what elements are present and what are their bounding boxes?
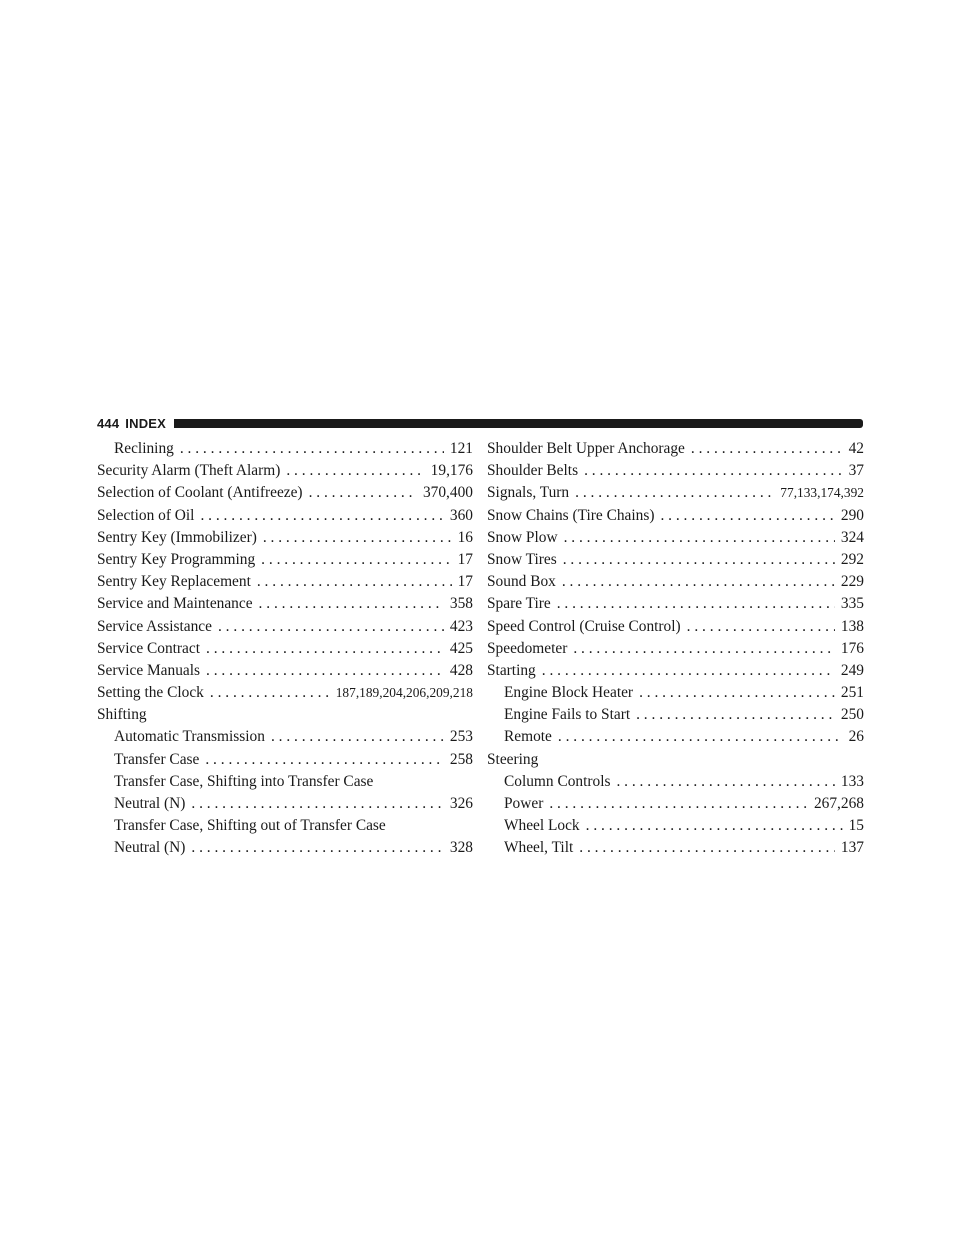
index-entry-label: Speed Control (Cruise Control) — [487, 617, 681, 635]
dot-leader — [616, 771, 834, 793]
index-entry — [487, 616, 864, 638]
index-entry-page: 26 — [848, 728, 864, 746]
index-entry-label: Speedometer — [487, 639, 568, 657]
index-entry-label: Spare Tire — [487, 595, 551, 613]
index-entry-page: 360 — [449, 506, 473, 524]
index-entry — [97, 549, 473, 571]
index-column-left — [97, 438, 473, 860]
index-entry-label: Shoulder Belt Upper Anchorage — [487, 440, 685, 457]
index-entry — [97, 749, 473, 771]
index-entry-page: 37 — [848, 462, 864, 480]
index-entry-page: 42 — [848, 440, 864, 457]
page-header — [97, 414, 863, 432]
index-entry — [97, 660, 473, 682]
index-entry — [97, 505, 473, 527]
index-entry-page: 328 — [449, 839, 473, 857]
index-entry — [97, 682, 473, 704]
index-entry-page: 137 — [840, 839, 864, 857]
index-entry — [97, 438, 473, 460]
index-entry — [97, 571, 473, 593]
dot-leader — [218, 616, 444, 638]
index-entry-page: 77,133,174,392 — [780, 485, 864, 501]
dot-leader — [563, 549, 835, 571]
index-entry-label: Service Assistance — [97, 617, 212, 635]
index-entry-page: 251 — [840, 684, 864, 702]
section-title: INDEX — [125, 415, 167, 431]
index-entry-page: 138 — [840, 617, 864, 635]
index-entry — [487, 505, 864, 527]
index-entry-label: Selection of Coolant (Antifreeze) — [97, 484, 303, 502]
dot-leader — [271, 726, 444, 748]
dot-leader — [191, 793, 444, 815]
index-entry-page: 358 — [449, 595, 473, 613]
index-entry-page: 324 — [840, 528, 864, 546]
index-entry-label: Sentry Key Programming — [97, 550, 256, 568]
index-entry — [97, 593, 473, 615]
index-heading: Steering — [487, 750, 539, 768]
index-entry-label: Shoulder Belts — [487, 462, 579, 480]
index-entry-label: Selection of Oil — [97, 506, 195, 524]
index-entry-label: Neutral (N) — [114, 795, 186, 812]
index-entry-page: 249 — [840, 661, 864, 679]
index-heading: Shifting — [97, 706, 147, 724]
index-entry-label: Automatic Transmission — [114, 728, 265, 746]
index-entry — [97, 482, 473, 504]
dot-leader — [542, 660, 835, 682]
index-entry — [97, 638, 473, 660]
index-entry — [487, 704, 864, 726]
dot-leader — [259, 593, 444, 615]
index-entry-label: Snow Plow — [487, 528, 558, 546]
dot-leader — [636, 704, 835, 726]
index-entry-page: 428 — [449, 661, 473, 679]
dot-leader — [263, 527, 452, 549]
index-entry — [487, 593, 864, 615]
index-entry-page: 290 — [840, 506, 864, 524]
dot-leader — [691, 438, 843, 460]
index-entry-label: Reclining — [114, 440, 174, 457]
header-rule — [174, 419, 863, 428]
index-entry — [487, 571, 864, 593]
index-entry — [97, 726, 473, 748]
index-entry — [487, 482, 864, 504]
index-entry-page: 17 — [457, 573, 473, 591]
dot-leader — [261, 549, 451, 571]
index-entry-page: 423 — [449, 617, 473, 635]
dot-leader — [549, 793, 808, 815]
dot-leader — [257, 571, 452, 593]
dot-leader — [586, 815, 843, 837]
index-entry-page: 19,176 — [430, 462, 473, 480]
index-entry-label: Security Alarm (Theft Alarm) — [97, 462, 281, 480]
index-entry-page: 250 — [840, 706, 864, 724]
index-entry-page: 267,268 — [813, 795, 864, 812]
index-entry-label: Service and Maintenance — [97, 595, 253, 613]
index-entry-page: 229 — [840, 573, 864, 591]
index-entry — [97, 793, 473, 815]
index-entry — [97, 527, 473, 549]
index-entry — [487, 638, 864, 660]
index-entry-label: Snow Tires — [487, 550, 557, 568]
dot-leader — [573, 638, 835, 660]
index-entry — [487, 527, 864, 549]
index-entry — [97, 460, 473, 482]
index-entry-label: Sentry Key (Immobilizer) — [97, 528, 257, 546]
index-heading: Transfer Case, Shifting into Transfer Case — [114, 772, 374, 790]
index-entry-page: 15 — [848, 817, 864, 835]
page-number: 444 — [97, 415, 120, 431]
index-entry-page: 326 — [449, 795, 473, 812]
dot-leader — [660, 505, 834, 527]
dot-leader — [206, 638, 444, 660]
index-entry-label: Signals, Turn — [487, 484, 570, 502]
index-entry-label: Engine Fails to Start — [504, 706, 631, 724]
index-entry-label: Setting the Clock — [97, 684, 204, 702]
index-entry — [487, 438, 864, 460]
index-entry — [487, 460, 864, 482]
index-entry-label: Service Contract — [97, 639, 200, 657]
dot-leader — [205, 749, 444, 771]
index-entry-label: Wheel Lock — [504, 817, 580, 835]
index-entry-label: Service Manuals — [97, 661, 201, 679]
index-entry — [97, 837, 473, 859]
dot-leader — [200, 505, 443, 527]
dot-leader — [564, 527, 835, 549]
dot-leader — [579, 837, 835, 859]
index-entry — [487, 815, 864, 837]
index-entry-page: 292 — [840, 550, 864, 568]
index-entry-label: Transfer Case — [114, 750, 200, 768]
index-entry — [487, 682, 864, 704]
dot-leader — [286, 460, 424, 482]
index-entry-label: Power — [504, 795, 544, 812]
index-heading: Transfer Case, Shifting out of Transfer Case — [114, 817, 386, 835]
index-entry — [487, 660, 864, 682]
dot-leader — [309, 482, 417, 504]
index-entry-label: Neutral (N) — [114, 839, 186, 857]
index-entry-label: Sentry Key Replacement — [97, 573, 251, 591]
index-entry-label: Wheel, Tilt — [504, 839, 574, 857]
index-entry-page: 121 — [449, 440, 473, 457]
dot-leader — [557, 593, 835, 615]
dot-leader — [562, 571, 835, 593]
index-entry-page: 258 — [449, 750, 473, 768]
index-entry-page: 176 — [840, 639, 864, 657]
index-entry-label: Engine Block Heater — [504, 684, 634, 702]
index-entry-page: 335 — [840, 595, 864, 613]
index-entry — [97, 616, 473, 638]
index-entry-page: 425 — [449, 639, 473, 657]
dot-leader — [558, 726, 843, 748]
index-entry — [487, 771, 864, 793]
dot-leader — [206, 660, 444, 682]
dot-leader — [180, 438, 444, 460]
index-entry-page: 370,400 — [422, 484, 473, 502]
dot-leader — [687, 616, 835, 638]
index-entry-page: 133 — [840, 772, 864, 790]
dot-leader — [584, 460, 843, 482]
dot-leader — [191, 837, 444, 859]
index-entry-label: Remote — [504, 728, 552, 746]
dot-leader — [210, 682, 330, 704]
index-entry — [487, 726, 864, 748]
index-column-right — [487, 438, 864, 860]
dot-leader — [639, 682, 835, 704]
index-entry-label: Snow Chains (Tire Chains) — [487, 506, 655, 524]
index-entry-label: Starting — [487, 661, 536, 679]
index-entry-page: 253 — [449, 728, 473, 746]
dot-leader — [575, 482, 774, 504]
index-entry — [487, 837, 864, 859]
index-entry-page: 16 — [457, 528, 473, 546]
index-entry-label: Column Controls — [504, 772, 611, 790]
index-entry-label: Sound Box — [487, 573, 556, 591]
index-entry-page: 187,189,204,206,209,218 — [335, 685, 473, 701]
index-entry — [487, 549, 864, 571]
index-entry — [487, 793, 864, 815]
index-entry-page: 17 — [457, 550, 473, 568]
